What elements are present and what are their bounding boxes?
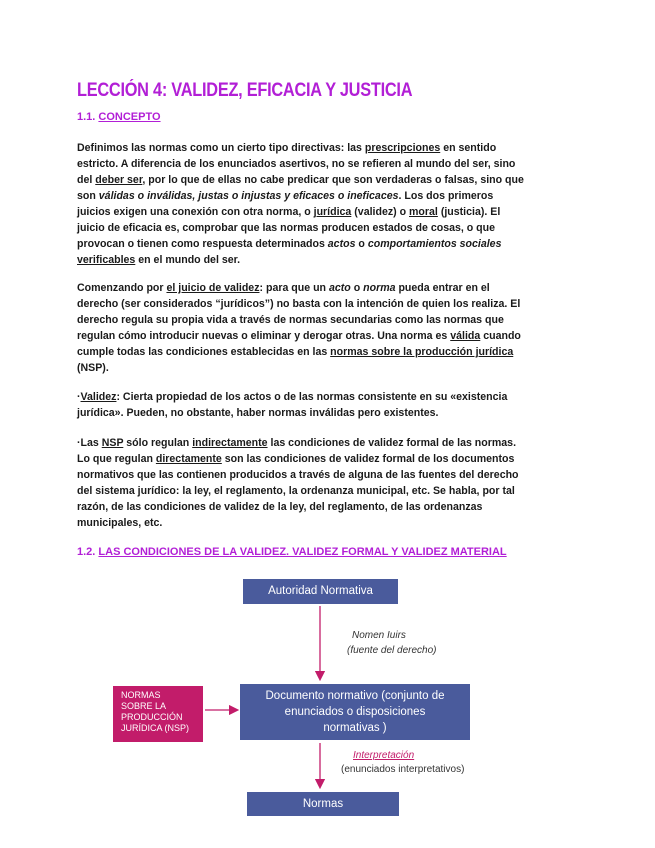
term-acto: acto <box>328 282 351 294</box>
text: pueda entrar en el <box>395 282 490 294</box>
term-norma: norma <box>363 282 396 294</box>
text: (validez) o <box>351 206 410 218</box>
text-line: estricto. A diferencia de los enunciados asertivos, no se refieren al mundo del ser, sino <box>77 158 516 170</box>
text: . Los dos primeros <box>398 190 494 202</box>
nsp-box <box>113 686 203 742</box>
page-title: LECCIÓN 4: VALIDEZ, EFICACIA Y JUSTICIA <box>77 80 413 101</box>
term-prescripciones: prescripciones <box>364 142 441 154</box>
section-label: CONCEPTO <box>98 111 161 123</box>
text: o <box>355 238 368 250</box>
term-nsp-short: NSP <box>101 437 124 449</box>
term-indirectamente: indirectamente <box>192 437 268 449</box>
text: regulan cómo introducir nuevas o eliminar y derogar otras. Una norma es <box>77 330 451 342</box>
norms-box: Normas <box>247 792 399 816</box>
text: Comenzando por <box>77 282 167 294</box>
term-actos: actos <box>327 238 356 250</box>
document-box-line: normativas ) <box>323 722 387 734</box>
term-valid-just-efficient: válidas o inválidas, justas o injustas y eficaces o ineficaces <box>98 190 399 202</box>
text: son las condiciones de validez formal de los documentos <box>221 453 515 465</box>
text: las condiciones de validez formal de las normas. <box>267 437 517 449</box>
text: : para que un <box>259 282 329 294</box>
term-valida: válida <box>450 330 481 342</box>
fuente-derecho-label: (fuente del derecho) <box>347 645 437 656</box>
nsp-box-line: NORMAS <box>121 690 161 700</box>
text-line: normativos que las contienen producidos a través de alguna de las fuentes del derecho <box>77 469 519 481</box>
bullet: · <box>77 391 81 403</box>
text: juicios exigen una conexión con otra norma, o <box>77 206 314 218</box>
nsp-box-line: PRODUCCIÓN <box>121 712 183 722</box>
text: sólo regulan <box>123 437 193 449</box>
interpretation-label: Interpretación <box>353 750 415 761</box>
text: , por lo que de ellas no cabe predicar que son verdaderas o falsas, sino que <box>142 174 524 186</box>
text-line: del sistema jurídico: la ley, el reglamento, la ordenanza municipal, etc. Se habla, por tal <box>77 485 515 497</box>
term-juicio-validez: el juicio de validez <box>166 282 260 294</box>
text-line: municipales, etc. <box>77 517 163 529</box>
text-line: derecho regula su propia vida a través de normas secundarias como las normas que <box>77 314 504 326</box>
term-directamente: directamente <box>155 453 222 465</box>
document-box-line: enunciados o disposiciones <box>284 706 426 718</box>
section-number: 1.2. <box>77 546 96 558</box>
text-line: derecho (ser considerados “jurídicos”) no basta con la intención de quien los realiza. El <box>77 298 521 310</box>
section-label: LAS CONDICIONES DE LA VALIDEZ. VALIDEZ FORMAL Y VALIDEZ MATERIAL <box>98 546 507 558</box>
term-validez: Validez <box>80 391 117 403</box>
authority-box: Autoridad Normativa <box>243 579 398 604</box>
nomen-iuris-label: Nomen Iuirs <box>352 630 406 641</box>
term-nsp: normas sobre la producción jurídica <box>330 346 514 358</box>
text: cuando <box>480 330 521 342</box>
text: son <box>77 190 99 202</box>
text: en el mundo del ser. <box>135 254 241 266</box>
text: (justicia). El <box>437 206 501 218</box>
interpretation-sub-label: (enunciados interpretativos) <box>341 764 465 775</box>
document-box-line: Documento normativo (conjunto de <box>265 690 445 702</box>
text: o <box>350 282 364 294</box>
term-moral: moral <box>409 206 438 218</box>
text-line: razón, de las condiciones de validez de la ley, del reglamento, de las ordenanzas <box>77 501 483 513</box>
text: en sentido <box>440 142 497 154</box>
section-number: 1.1. <box>77 111 96 123</box>
text: provocan o tienen como respuesta determinados <box>77 238 328 250</box>
text: : Cierta propiedad de los actos o de las normas consistente en su «existencia <box>116 391 508 403</box>
term-deber-ser: deber ser <box>95 174 143 186</box>
text: cumple todas las condiciones establecidas en las <box>77 346 331 358</box>
text: Definimos las normas como un cierto tipo directivas: las <box>77 142 365 154</box>
term-verificables: verificables <box>77 254 136 266</box>
text: ·Las <box>77 437 102 449</box>
text: Lo que regulan <box>77 453 156 465</box>
term-juridica: jurídica <box>313 206 352 218</box>
nsp-box-line: JURÍDICA (NSP) <box>121 723 190 733</box>
text: del <box>77 174 96 186</box>
nsp-box-line: SOBRE LA <box>121 701 167 711</box>
document-box <box>240 684 470 740</box>
text-line: (NSP). <box>77 362 109 374</box>
term-comportamientos: comportamientos sociales <box>367 238 502 250</box>
text-line: juicio de eficacia es, comprobar que las normas producen estados de cosas, o que <box>77 222 495 234</box>
text-line: jurídica». Pueden, no obstante, haber normas inválidas pero existentes. <box>77 407 439 419</box>
